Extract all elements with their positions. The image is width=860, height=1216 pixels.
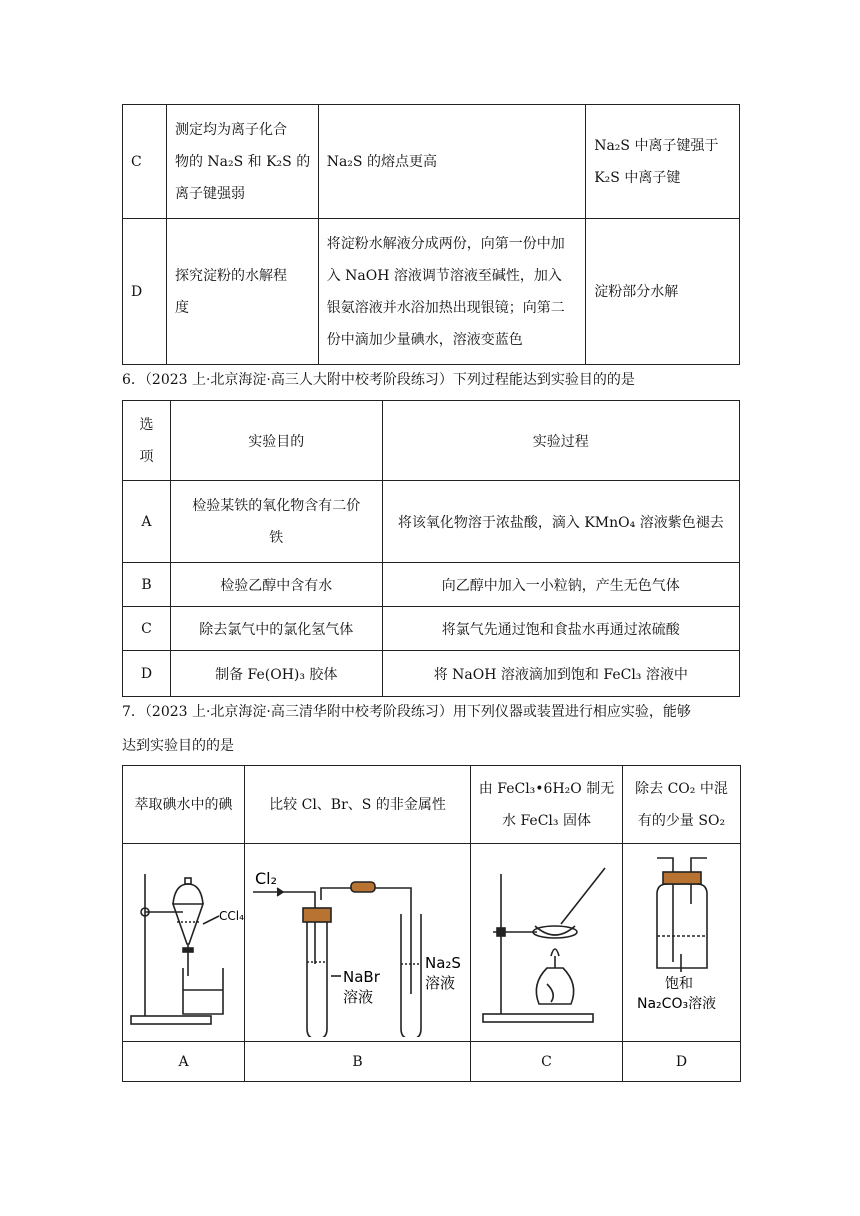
na2s-label-2: 溶液 — [425, 974, 456, 992]
text-line: 比较 Cl、Br、S 的非金属性 — [269, 796, 446, 813]
question-7-stem-line-1: 7．（2023 上·北京海淀·高三清华附中校考阶段练习）用下列仪器或装置进行相应实验，能够 — [122, 704, 691, 720]
header-option — [123, 401, 171, 481]
ring — [533, 926, 577, 938]
text-line: 入 NaOH 溶液调节溶液至碱性，加入 — [326, 267, 562, 284]
figure-cell-c — [471, 844, 623, 1042]
option-label: C — [131, 153, 142, 170]
figure-cell-b — [245, 844, 471, 1042]
separatory-funnel-figure — [123, 844, 244, 1037]
text-line: 将淀粉水解液分成两份，向第一份中加 — [326, 235, 565, 252]
halogen-comparison-figure — [245, 844, 470, 1037]
text-line: 有的少量 SO₂ — [637, 812, 726, 829]
process-cell — [318, 219, 586, 365]
text-line: 银氨溶液并水浴加热出现银镜；向第二 — [326, 299, 565, 316]
na2co3-label: Na₂CO₃溶液 — [637, 996, 717, 1012]
purpose-cell — [166, 105, 318, 219]
purpose-cell — [166, 219, 318, 365]
conclusion-cell — [586, 105, 740, 219]
text-line: 项 — [139, 448, 154, 465]
text-line: 检验某铁的氧化物含有二价 — [192, 497, 361, 514]
header-extraction — [123, 766, 245, 844]
stand-base — [131, 1016, 211, 1024]
table-q5-continued — [122, 104, 740, 365]
process-cell: 将 NaOH 溶液滴加到饱和 FeCl₃ 溶液中 — [382, 651, 739, 697]
header-process: 实验过程 — [382, 401, 739, 481]
nabr-label-2: 溶液 — [343, 988, 374, 1006]
text-line: 由 FeCl₃•6H₂O 制无 — [478, 780, 615, 797]
text-line: 选 — [139, 416, 154, 433]
alcohol-lamp — [536, 968, 573, 1004]
option-cell — [123, 219, 167, 365]
text-line: 测定均为离子化合 — [174, 121, 287, 138]
text-line: 离子键强弱 — [174, 185, 245, 202]
table-row — [123, 105, 740, 219]
process-cell: 向乙醇中加入一小粒钠，产生无色气体 — [382, 563, 739, 607]
table-row — [123, 607, 740, 651]
tube-nabr — [307, 914, 327, 1037]
gas-wash-figure — [623, 844, 740, 1037]
header-fecl3 — [471, 766, 623, 844]
process-cell: 将氯气先通过饱和食盐水再通过浓硫酸 — [382, 607, 739, 651]
conclusion-cell — [586, 219, 740, 365]
na2s-label: Na₂S — [425, 954, 461, 972]
option-label: D — [131, 283, 143, 300]
option-label-b: B — [245, 1042, 471, 1082]
figure-cell-a — [123, 844, 245, 1042]
table-row — [123, 481, 740, 563]
question-7-stem-line-2: 达到实验目的的是 — [122, 738, 234, 754]
text-line: 度 — [174, 299, 189, 316]
option-cell: C — [123, 607, 171, 651]
stand-base — [483, 1014, 593, 1022]
glass-rod — [561, 868, 605, 924]
option-label-d: D — [623, 1042, 741, 1082]
text-line: 份中滴加少量碘水，溶液变蓝色 — [326, 331, 523, 348]
purpose-cell: 制备 Fe(OH)₃ 胶体 — [170, 651, 382, 697]
table-row — [123, 219, 740, 365]
beaker — [183, 968, 223, 1014]
nabr-label: NaBr — [343, 968, 380, 986]
text-line: 铁 — [269, 529, 284, 546]
question-6-stem: 6．（2023 上·北京海淀·高三人大附中校考阶段练习）下列过程能达到实验目的的是 — [122, 372, 635, 388]
table-q7 — [122, 765, 741, 1082]
ccl4-label: CCl₄ — [219, 909, 244, 923]
purpose-cell — [170, 481, 382, 563]
text-line: 除去 CO₂ 中混 — [635, 780, 728, 797]
option-cell — [123, 105, 167, 219]
text-line: 淀粉部分水解 — [594, 283, 679, 300]
option-cell: D — [123, 651, 171, 697]
text-line: 探究淀粉的水解程 — [174, 267, 287, 284]
option-cell: A — [123, 481, 171, 563]
text-line: 物的 Na₂S 和 K₂S 的 — [174, 153, 311, 170]
text-line: 萃取碘水中的碘 — [134, 796, 233, 813]
table-header-row — [123, 401, 740, 481]
option-label-a: A — [123, 1042, 245, 1082]
process-cell — [318, 105, 586, 219]
table-row — [123, 1042, 741, 1082]
text-line: Na₂S 中离子键强于 — [594, 137, 719, 154]
table-q6 — [122, 400, 740, 697]
text-line: Na₂S 的熔点更高 — [326, 153, 437, 170]
header-purpose: 实验目的 — [170, 401, 382, 481]
option-label-c: C — [471, 1042, 623, 1082]
table-header-row — [123, 766, 741, 844]
text-line: 水 FeCl₃ 固体 — [502, 812, 591, 829]
process-cell: 将该氧化物溶于浓盐酸，滴入 KMnO₄ 溶液紫色褪去 — [382, 481, 739, 563]
purpose-cell: 检验乙醇中含有水 — [170, 563, 382, 607]
evaporation-figure — [471, 844, 622, 1037]
table-row — [123, 651, 740, 697]
figure-cell-d — [623, 844, 741, 1042]
funnel — [173, 904, 203, 944]
cl2-label: Cl₂ — [255, 869, 278, 888]
purpose-cell: 除去氯气中的氯化氢气体 — [170, 607, 382, 651]
header-remove-so2 — [623, 766, 741, 844]
header-nonmetal — [245, 766, 471, 844]
figure-row — [123, 844, 741, 1042]
wash-bottle — [657, 884, 707, 968]
table-row — [123, 563, 740, 607]
saturated-label: 饱和 — [665, 976, 693, 992]
option-cell: B — [123, 563, 171, 607]
text-line: K₂S 中离子键 — [594, 169, 681, 186]
